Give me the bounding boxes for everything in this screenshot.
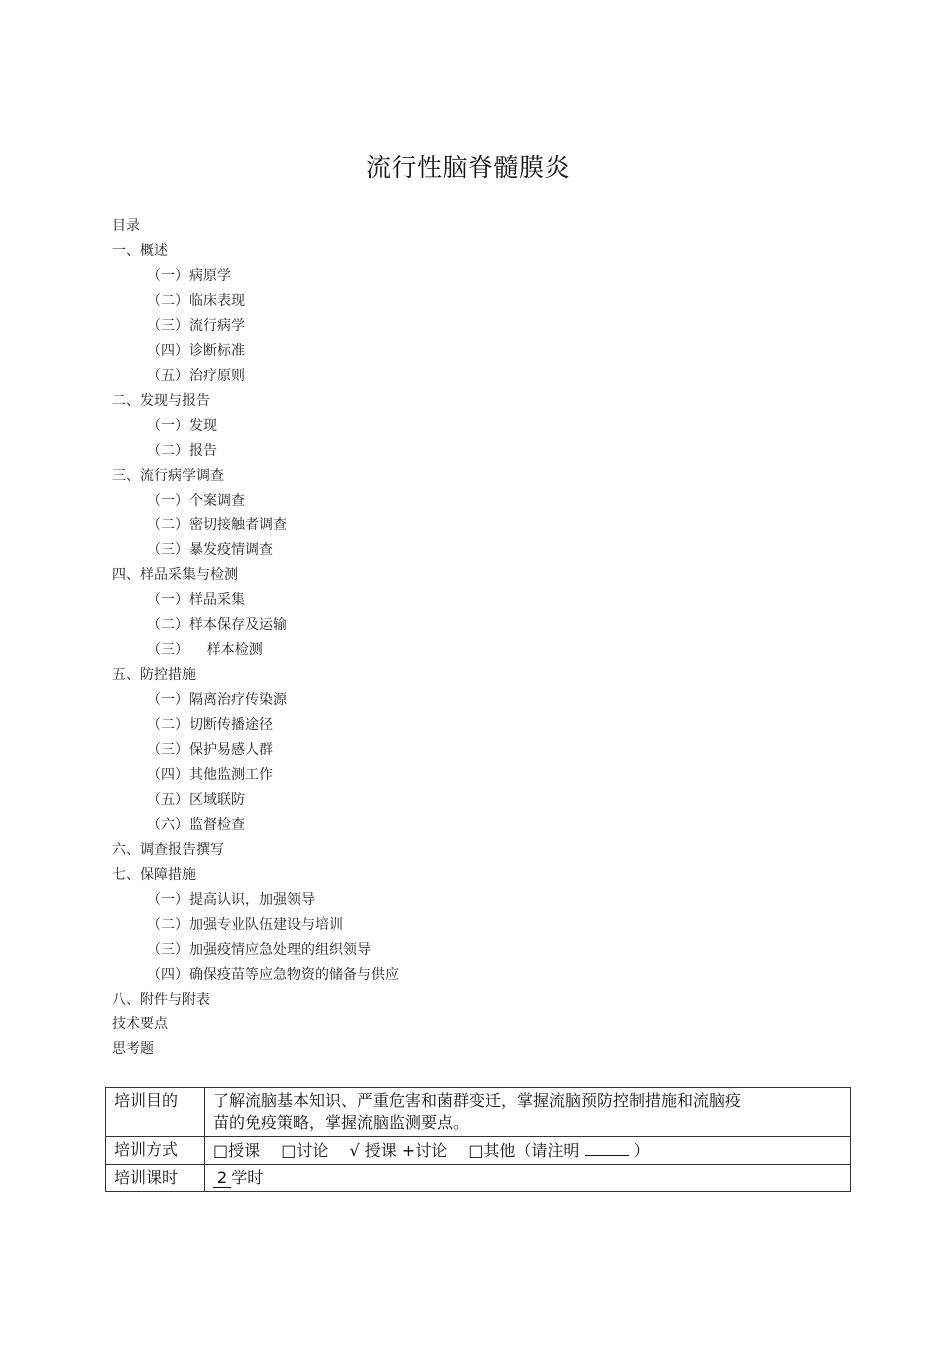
toc-subsection-item: （三） 样本检测 [147, 642, 263, 659]
training-hours-row [106, 1165, 851, 1192]
toc-section-item: 一、概述 [112, 243, 168, 259]
toc-subsection-item: （四）诊断标准 [147, 342, 245, 359]
training-hours-label: 培训课时 [106, 1165, 205, 1192]
toc-section-item: 二、发现与报告 [112, 392, 210, 409]
method-option-other-prefix: □其他（请注明 [468, 1141, 580, 1160]
toc-section-item: 技术要点 [112, 1016, 168, 1033]
training-purpose-label: 培训目的 [106, 1088, 205, 1137]
method-other-blank [585, 1139, 629, 1156]
toc-subsection-item: （三）流行病学 [147, 317, 245, 334]
training-purpose-line1: 了解流脑基本知识、严重危害和菌群变迁，掌握流脑预防控制措施和流脑疫 [213, 1091, 742, 1110]
method-option-discussion: □讨论 [281, 1141, 329, 1160]
training-purpose-line2: 苗的免疫策略，掌握流脑监测要点。 [213, 1113, 470, 1132]
training-info-table [105, 1087, 851, 1192]
training-purpose-value [205, 1088, 851, 1137]
toc-subsection-item: （一）发现 [147, 417, 217, 434]
training-hours-value [205, 1165, 851, 1192]
toc-heading: 目录 [112, 218, 140, 234]
training-method-row [106, 1137, 851, 1165]
toc-subsection-item: （一）个案调查 [147, 492, 245, 509]
toc-subsection-item: （一）提高认识，加强领导 [147, 891, 315, 908]
training-method-value [205, 1137, 851, 1165]
toc-subsection-item: （二）样本保存及运输 [147, 617, 287, 634]
toc-subsection-item: （二）临床表现 [147, 292, 245, 309]
toc-subsection-item: （一）隔离治疗传染源 [147, 692, 287, 709]
toc-section-item: 四、样品采集与检测 [112, 567, 238, 584]
method-option-lecture: □授课 [213, 1141, 261, 1160]
toc-subsection-item: （六）监督检查 [147, 816, 245, 833]
toc-section-item: 六、调查报告撰写 [112, 841, 224, 858]
toc-section-item: 五、防控措施 [112, 667, 196, 684]
toc-subsection-item: （二）切断传播途径 [147, 717, 273, 734]
toc-subsection-item: （三）保护易感人群 [147, 742, 273, 758]
toc-section-item: 三、流行病学调查 [112, 467, 224, 484]
training-method-label: 培训方式 [106, 1137, 205, 1165]
training-purpose-row [106, 1088, 851, 1137]
training-hours-unit: 学时 [231, 1168, 264, 1187]
toc-section-item: 思考题 [112, 1041, 154, 1058]
toc-subsection-item: （五）区域联防 [147, 791, 245, 808]
toc-subsection-item: （二）密切接触者调查 [147, 517, 287, 534]
training-hours-number: 2 [213, 1169, 231, 1188]
toc-section-item: 七、保障措施 [112, 866, 196, 883]
toc-subsection-item: （二）报告 [147, 442, 217, 459]
method-option-lecture-discussion: √ 授课 +讨论 [349, 1141, 448, 1160]
toc-subsection-item: （一）样品采集 [147, 592, 245, 609]
method-option-other-suffix: ） [633, 1141, 650, 1160]
toc-section-item: 八、附件与附表 [112, 991, 210, 1008]
document-title: 流行性脑脊髓膜炎 [365, 153, 570, 182]
toc-subsection-item: （四）其他监测工作 [147, 766, 273, 783]
toc-subsection-item: （四）确保疫苗等应急物资的储备与供应 [147, 966, 399, 983]
toc-subsection-item: （三）加强疫情应急处理的组织领导 [147, 941, 371, 958]
toc-subsection-item: （一）病原学 [147, 267, 231, 284]
method-option-other [468, 1141, 649, 1160]
toc-subsection-item: （二）加强专业队伍建设与培训 [147, 916, 343, 933]
toc-subsection-item: （三）暴发疫情调查 [147, 542, 273, 559]
toc-subsection-item: （五）治疗原则 [147, 367, 245, 384]
